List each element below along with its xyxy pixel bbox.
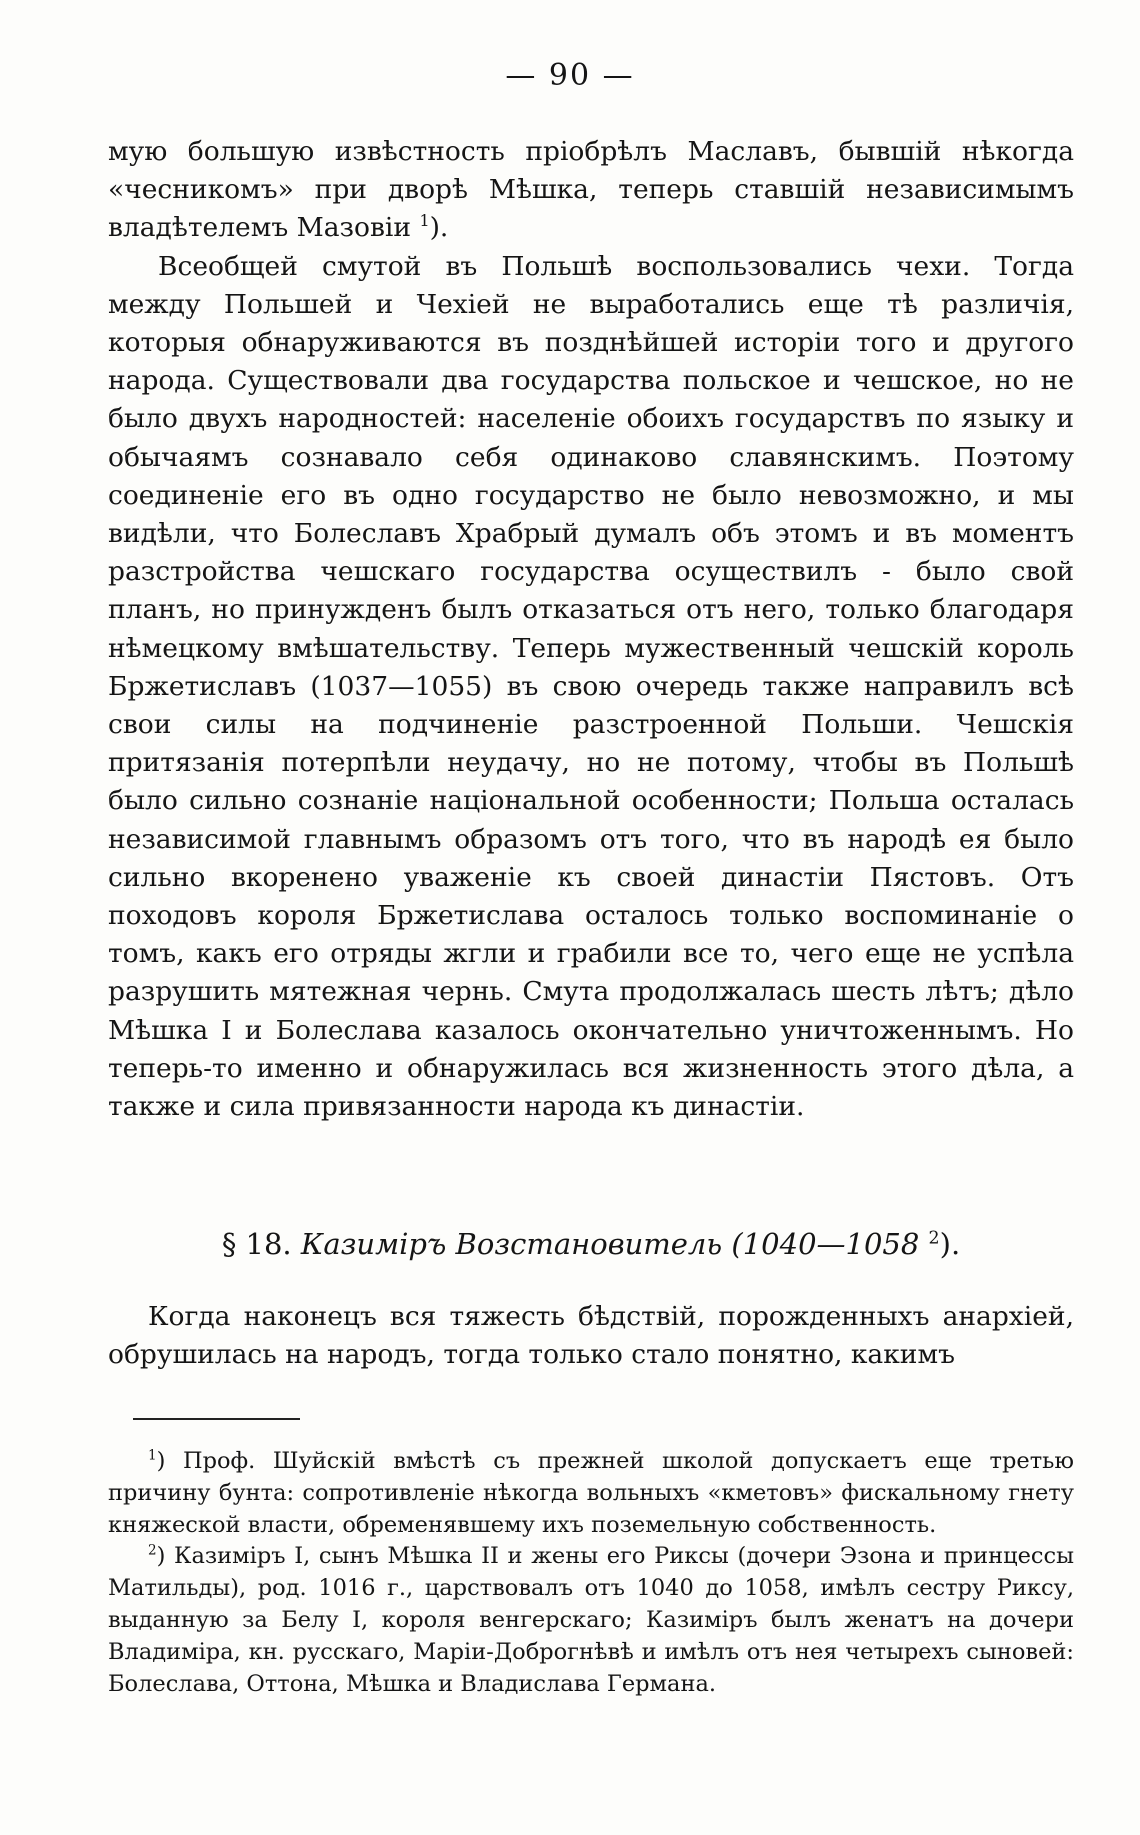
- paragraph-continued: [108, 133, 1074, 248]
- paragraph-1-text: мую большую извѣстность пріобрѣлъ Маславъ, бывшій нѣкогда «чесникомъ» при дворѣ Мѣшка, теперь ставшій независимымъ владѣтелемъ Мазовіи: [108, 136, 1074, 244]
- paragraph-2: Всеобщей смутой въ Польшѣ воспользовались чехи. Тогда между Польшей и Чехіей не выработались еще тѣ различія, которыя обнаруживаются въ позднѣйшей исторіи того и другого народа. Существовали два государства польское и чешское, но не было двухъ народностей: населеніе обоихъ государствъ по языку и обычаямъ сознавало себя одинаково славянскимъ. Поэтому соединеніе его въ одно государство не было невозможно, и мы видѣли, что Болеславъ Храбрый думалъ объ этомъ и въ моментъ разстройства чешскаго государства осуществилъ - было свой планъ, но принужденъ былъ отказаться отъ него, только благодаря нѣмецкому вмѣшательству. Теперь мужественный чешскій король Бржетиславъ (1037—1055) въ свою очередь также направилъ всѣ свои силы на подчиненіе разстроенной Польши. Чешскія притязанія потерпѣли неудачу, но не потому, чтобы въ Польшѣ было сильно сознаніе національной особенности; Польша осталась независимой главнымъ образомъ отъ того, что въ народѣ ея было сильно вкоренено уваженіе къ своей династіи Пястовъ. Отъ походовъ короля Бржетислава осталось только воспоминаніе о томъ, какъ его отряды жгли и грабили все то, чего еще не успѣла разрушить мятежная чернь. Смута продолжалась шесть лѣтъ; дѣло Мѣшка I и Болеслава казалось окончательно уничтоженнымъ. Но теперь-то именно и обнаружилась вся жизненность этого дѣла, а также и сила привязанности народа къ династіи.: [108, 250, 1074, 1123]
- page-number: — 90 —: [505, 58, 635, 93]
- section-title-end: ).: [939, 1227, 961, 1261]
- section-number: § 18.: [221, 1227, 292, 1261]
- section-paragraph: Когда наконецъ вся тяжесть бѣдствій, порожденныхъ анархіей, обрушилась на народъ, тогда только стало понятно, какимъ: [108, 1301, 1074, 1371]
- footnote-ref-1: 1: [419, 211, 430, 231]
- section-heading: [108, 1224, 1074, 1264]
- footnote-2-text: ) Казиміръ I, сынъ Мѣшка II и жены его Риксы (дочери Эзона и принцессы Матильды), род. 1016 г., царствовалъ отъ 1040 до 1058, имѣлъ сестру Риксу, выданную за Белу I, короля венгерскаго; Казиміръ былъ женатъ на дочери Владиміра, кн. русскаго, Маріи-Доброгнѣвѣ и имѣлъ отъ нея четырехъ сыновей: Болеслава, Оттона, Мѣшка и Владислава Германа.: [108, 1543, 1074, 1697]
- footnote-1-text: ) Проф. Шуйскій вмѣстѣ съ прежней школой допускаетъ еще третью причину бунта: сопротивленіе нѣкогда вольныхъ «кметовъ» фискальному гнету княжеской власти, обременявшему ихъ поземельную собственность.: [108, 1448, 1074, 1538]
- footnote-2-marker: 2: [148, 1542, 157, 1559]
- paragraph-1-end: ).: [429, 212, 449, 244]
- footnote-1: [108, 1446, 1074, 1541]
- footnote-divider: [133, 1418, 300, 1420]
- footnote-2: [108, 1541, 1074, 1700]
- main-text: [108, 133, 1074, 1126]
- footnote-ref-2: 2: [928, 1228, 940, 1249]
- footnotes: [108, 1446, 1074, 1700]
- section-text: [108, 1298, 1074, 1374]
- footnote-1-marker: 1: [148, 1447, 157, 1464]
- section-title: Казиміръ Возстановитель (1040—1058: [300, 1227, 920, 1261]
